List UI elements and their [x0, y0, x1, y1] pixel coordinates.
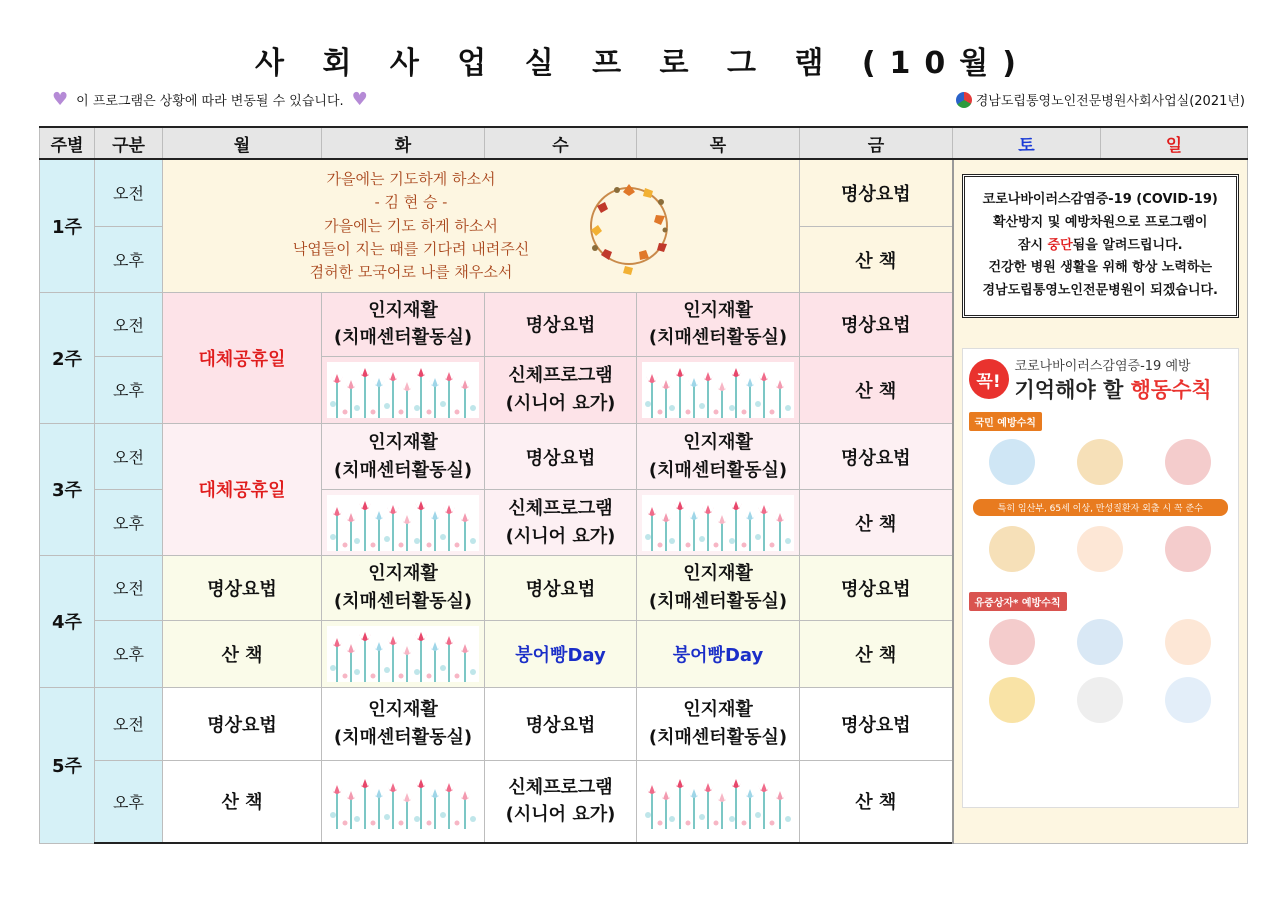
fri-am: 명상요법: [800, 687, 953, 760]
tulip-illustration-icon: [642, 495, 794, 551]
covid-poster: [962, 348, 1240, 808]
consult-icon: [1165, 677, 1211, 723]
period-pm: 오후: [95, 356, 163, 423]
period-am: 오전: [95, 687, 163, 760]
tue-pm-tulips: [322, 760, 485, 843]
period-am: 오전: [95, 159, 163, 226]
wed-am: 명상요법: [485, 555, 637, 620]
fri-pm: 산 책: [800, 490, 953, 555]
mon-holiday: 대체공휴일: [163, 293, 322, 424]
tue-pm-tulips: [322, 356, 485, 423]
fri-pm: 산 책: [800, 621, 953, 687]
period-pm: 오후: [95, 490, 163, 555]
period-am: 오전: [95, 424, 163, 490]
heart-icon: ♥: [52, 88, 69, 110]
poster-subtitle: 코로나바이러스감염증-19 예방: [1014, 358, 1191, 374]
page-title: 사 회 사 업 실 프 로 그 램 (10월): [255, 46, 1030, 81]
fri-am: 명상요법: [800, 555, 953, 620]
header-week: 주별: [40, 127, 95, 159]
doctor-icon: [1077, 526, 1123, 572]
organization: [956, 90, 1245, 109]
tulip-illustration-icon: [327, 362, 479, 418]
mon-am: 명상요법: [163, 687, 322, 760]
poem-cell: [163, 159, 800, 293]
tulip-illustration-icon: [327, 626, 479, 682]
header-mon: 월: [163, 127, 322, 159]
side-panel: [953, 159, 1248, 843]
mon-am: 명상요법: [163, 555, 322, 620]
thu-pm: 붕어빵Day: [637, 621, 800, 687]
header-sat: 토: [953, 127, 1101, 159]
wed-am: 명상요법: [485, 424, 637, 490]
tue-pm-tulips: [322, 621, 485, 687]
tue-am: 인지재활 (치매센터활동실): [322, 293, 485, 356]
week-label: 5주: [40, 687, 95, 843]
fri-pm: 산 책: [800, 760, 953, 843]
poster-note: 특히 임산부, 65세 이상, 만성질환자 외출 시 꼭 준수: [973, 499, 1229, 516]
tue-am: 인지재활 (치매센터활동실): [322, 687, 485, 760]
thu-am: 인지재활 (치매센터활동실): [637, 293, 800, 356]
header-fri: 금: [800, 127, 953, 159]
call-center-icon: [1165, 619, 1211, 665]
tulip-illustration-icon: [642, 773, 794, 829]
header-tue: 화: [322, 127, 485, 159]
table-row: [40, 159, 1248, 226]
hospital-logo-icon: [956, 92, 972, 108]
wed-pm: 붕어빵Day: [485, 621, 637, 687]
tulip-illustration-icon: [327, 495, 479, 551]
period-am: 오전: [95, 555, 163, 620]
header-thu: 목: [637, 127, 800, 159]
heart-icon: ♥: [351, 88, 368, 110]
period-pm: 오후: [95, 226, 163, 292]
week-label: 2주: [40, 293, 95, 424]
fri-pm: 산 책: [800, 356, 953, 423]
mon-pm: 산 책: [163, 621, 322, 687]
fri-am: 명상요법: [800, 159, 953, 226]
period-am: 오전: [95, 293, 163, 356]
car-icon: [989, 677, 1035, 723]
cough-icon: [1077, 439, 1123, 485]
wed-pm: 신체프로그램 (시니어 요가): [485, 760, 637, 843]
autumn-wreath-icon: [569, 166, 689, 286]
tue-am: 인지재활 (치매센터활동실): [322, 555, 485, 620]
week-label: 1주: [40, 159, 95, 293]
thu-am: 인지재활 (치매센터활동실): [637, 555, 800, 620]
period-pm: 오후: [95, 621, 163, 687]
thu-pm-tulips: [637, 490, 800, 555]
header-period: 구분: [95, 127, 163, 159]
poster-badge: 꼭!: [969, 359, 1009, 399]
thu-pm-tulips: [637, 760, 800, 843]
no-crowd-icon: [1165, 526, 1211, 572]
tue-pm-tulips: [322, 490, 485, 555]
organization-name: 경남도립통영노인전문병원사회사업실(2021년): [975, 94, 1245, 109]
header-row: [40, 127, 1248, 159]
header-wed: 수: [485, 127, 637, 159]
mon-pm: 산 책: [163, 760, 322, 843]
wed-am: 명상요법: [485, 687, 637, 760]
thu-pm-tulips: [637, 356, 800, 423]
tulip-illustration-icon: [642, 362, 794, 418]
no-entry-icon: [989, 619, 1035, 665]
covid-notice: 코로나바이러스감염증-19 (COVID-19) 확산방지 및 예방차원으로 프로그램이 잠시 중단됨을 알려드립니다. 건강한 병원 생활을 위해 항상 노력하는 경남도립통영노인전문병원이 되겠습니다.: [962, 174, 1240, 318]
no-touch-icon: [1165, 439, 1211, 485]
poster-section-1: 국민 예방수칙: [969, 412, 1042, 431]
notice-line: [52, 90, 368, 109]
poem: 가을에는 기도하게 하소서 - 김 현 승 - 가을에는 기도 하게 하소서 낙엽들이 지는 때를 기다려 내려주신 겸허한 모국어로 나를 채우소서: [292, 170, 530, 281]
wed-pm: 신체프로그램 (시니어 요가): [485, 490, 637, 555]
schedule-table: [39, 126, 1248, 844]
period-pm: 오후: [95, 760, 163, 843]
fri-pm: 산 책: [800, 226, 953, 292]
handwash-icon: [989, 439, 1035, 485]
wed-pm: 신체프로그램 (시니어 요가): [485, 356, 637, 423]
fri-am: 명상요법: [800, 424, 953, 490]
thu-am: 인지재활 (치매센터활동실): [637, 687, 800, 760]
report-icon: [1077, 677, 1123, 723]
header-sun: 일: [1101, 127, 1248, 159]
week-label: 4주: [40, 555, 95, 687]
notice-line-text: 이 프로그램은 상황에 따라 변동될 수 있습니다.: [76, 94, 344, 109]
tue-am: 인지재활 (치매센터활동실): [322, 424, 485, 490]
tulip-illustration-icon: [327, 773, 479, 829]
mask-icon: [989, 526, 1035, 572]
rest-home-icon: [1077, 619, 1123, 665]
fri-am: 명상요법: [800, 293, 953, 356]
poster-section-2: 유증상자* 예방수칙: [969, 592, 1067, 611]
poster-title: 기억해야 할 행동수칙: [1014, 377, 1212, 402]
wed-am: 명상요법: [485, 293, 637, 356]
thu-am: 인지재활 (치매센터활동실): [637, 424, 800, 490]
mon-holiday: 대체공휴일: [163, 424, 322, 556]
week-label: 3주: [40, 424, 95, 556]
